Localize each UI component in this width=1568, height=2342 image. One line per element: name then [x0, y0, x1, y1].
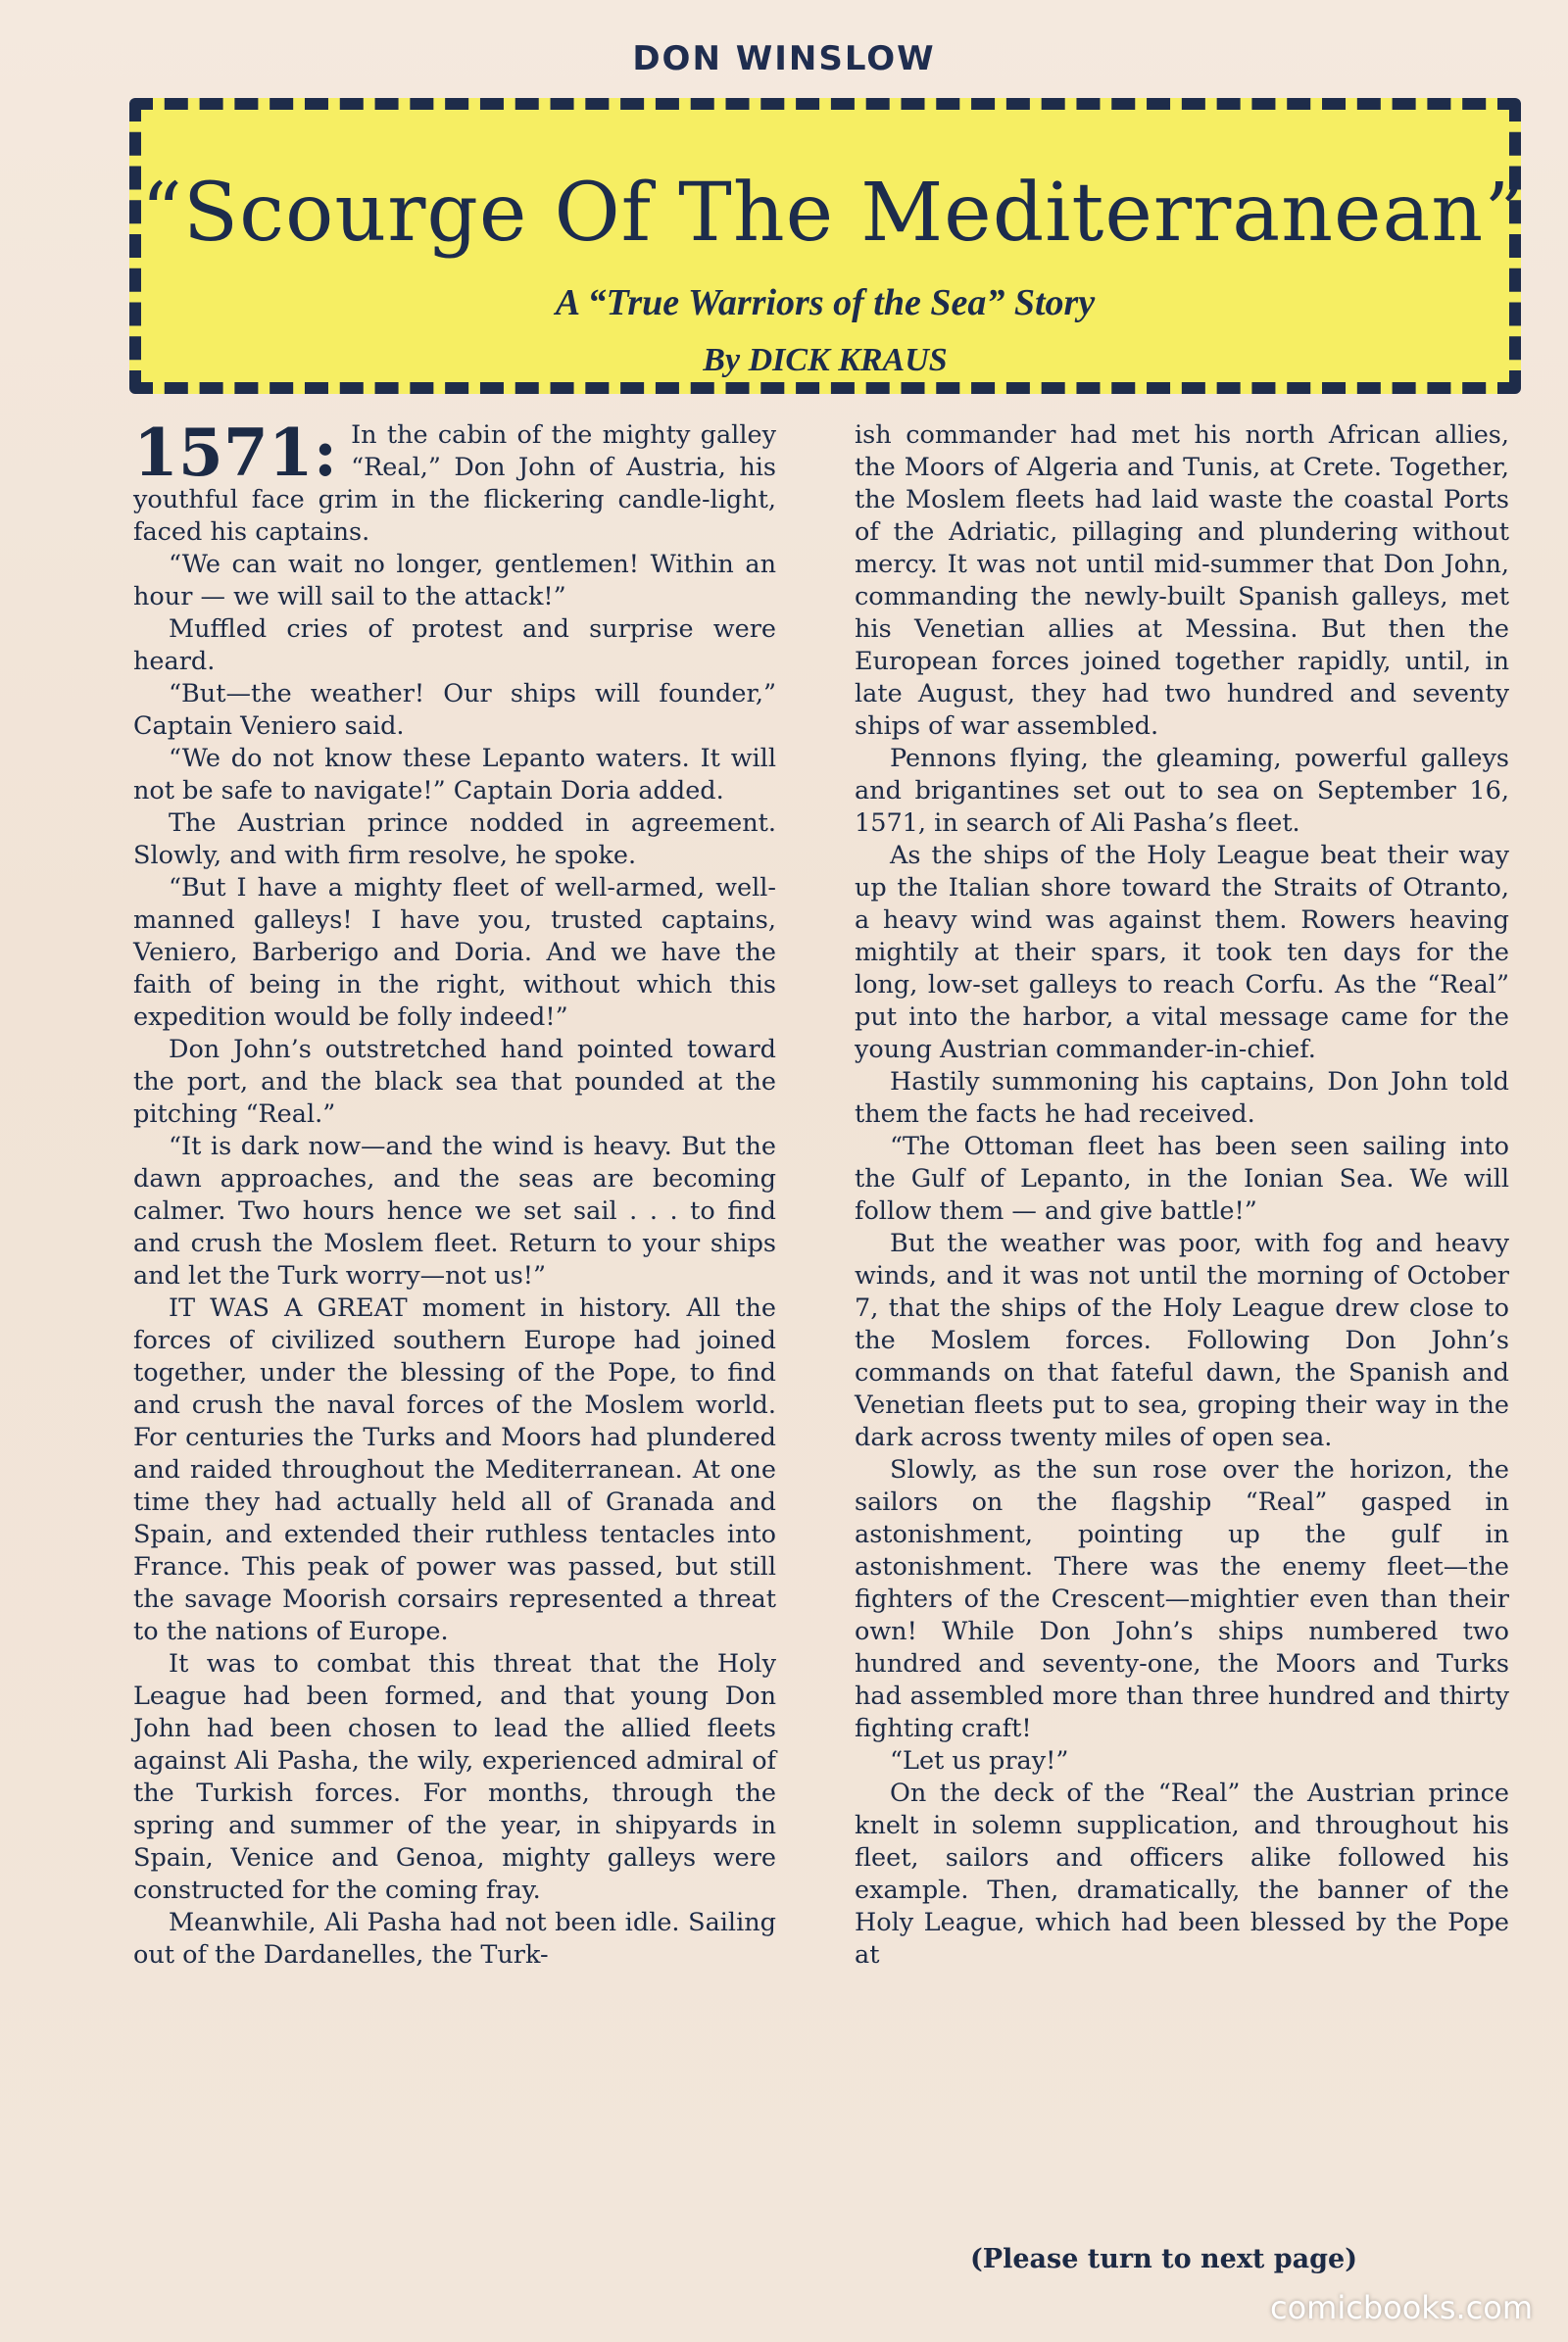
- site-watermark: comicbooks.com: [1269, 2289, 1533, 2326]
- paragraph: Muffled cries of protest and surprise were heard.: [133, 614, 776, 676]
- paragraph: “It is dark now—and the wind is heavy. But the dawn approaches, and the seas are becoming calmer. Two hours hence we set sail . . . to find and crush the Moslem fleet. Return to your ships and let the Turk worry—not us!”: [133, 1132, 776, 1291]
- paragraph: “Let us pray!”: [890, 1746, 1069, 1776]
- paragraph: Meanwhile, Ali Pasha had not been idle. Sailing out of the Dardanelles, the Turk-: [133, 1908, 776, 1970]
- left-column: [133, 415, 776, 1972]
- paragraph: Don John’s outstretched hand pointed toward the port, and the black sea that pounded at the pitching “Real.”: [133, 1035, 776, 1129]
- paragraph: It was to combat this threat that the Holy League had been formed, and that young Don John had been chosen to lead the allied fleets against Ali Pasha, the wily, experienced admiral of the Turkish forces. For months, through the spring and summer of the year, in shipyards in Spain, Venice and Genoa, mighty galleys were constructed for the coming fray.: [133, 1649, 776, 1905]
- story-subtitle: A “True Warriors of the Sea” Story: [555, 282, 1096, 323]
- title-box: [129, 98, 1527, 394]
- drop-cap-year: 1571:: [133, 415, 338, 491]
- paragraph: “We do not know these Lepanto waters. It will not be safe to navigate!” Captain Doria added.: [133, 744, 776, 805]
- paragraph-text: In the cabin of the mighty galley “Real,” Don John of Austria, his youthful face grim in the flickering candle-light, faced his captains.: [133, 420, 776, 547]
- story-byline: By DICK KRAUS: [703, 342, 948, 378]
- running-head: DON WINSLOW: [632, 39, 936, 78]
- paragraph: On the deck of the “Real” the Austrian prince knelt in solemn supplication, and throughout his fleet, sailors and officers alike followed his example. Then, dramatically, the banner of the Holy League, which had been blessed by the Pope at: [855, 1779, 1509, 1970]
- paragraph: As the ships of the Holy League beat their way up the Italian shore toward the Straits of Otranto, a heavy wind was against them. Rowers heaving mightily at their spars, it took ten days for the long, low-set galleys to reach Corfu. As the “Real” put into the harbor, a vital message came for the young Austrian commander-in-chief.: [855, 841, 1509, 1064]
- paragraph: But the weather was poor, with fog and heavy winds, and it was not until the morning of October 7, that the ships of the Holy League drew close to the Moslem forces. Following Don John’s commands on that fateful dawn, the Spanish and Venetian fleets put to sea, groping their way in the dark across twenty miles of open sea.: [855, 1229, 1509, 1452]
- paragraph: “But I have a mighty fleet of well-armed, well-manned galleys! I have you, trusted captains, Veniero, Barberigo and Doria. And we have the faith of being in the right, without which this expedition would be folly indeed!”: [133, 873, 776, 1032]
- continued-note: (Please turn to next page): [970, 2244, 1358, 2274]
- story-title: “Scourge Of The Mediterranean”: [141, 167, 1527, 260]
- paragraph: Pennons flying, the gleaming, powerful galleys and brigantines set out to sea on September 16, 1571, in search of Ali Pasha’s fleet.: [855, 744, 1509, 838]
- paragraph: “The Ottoman fleet has been seen sailing into the Gulf of Lepanto, in the Ionian Sea. We will follow them — and give battle!”: [855, 1132, 1509, 1226]
- paragraph: “We can wait no longer, gentlemen! Within an hour — we will sail to the attack!”: [133, 550, 776, 611]
- paragraph: [133, 415, 776, 549]
- paragraph: Slowly, as the sun rose over the horizon, the sailors on the flagship “Real” gasped in astonishment, pointing up the gulf in astonishment. There was the enemy fleet—the fighters of the Crescent—mightier even than their own! While Don John’s ships numbered two hundred and seventy-one, the Moors and Turks had assembled more than three hundred and thirty fighting craft!: [855, 1455, 1509, 1743]
- right-column: [855, 419, 1509, 1972]
- paragraph: IT WAS A GREAT moment in history. All the forces of civilized southern Europe had joined together, under the blessing of the Pope, to find and crush the naval forces of the Moslem world. For centuries the Turks and Moors had plundered and raided throughout the Mediterranean. At one time they had actually held all of Granada and Spain, and extended their ruthless tentacles into France. This peak of power was passed, but still the savage Moorish corsairs represented a threat to the nations of Europe.: [133, 1293, 776, 1646]
- paragraph: Hastily summoning his captains, Don John told them the facts he had received.: [855, 1067, 1509, 1129]
- paragraph: The Austrian prince nodded in agreement. Slowly, and with firm resolve, he spoke.: [133, 808, 776, 870]
- paragraph: “But—the weather! Our ships will founder,” Captain Veniero said.: [133, 679, 776, 741]
- paragraph: ish commander had met his north African allies, the Moors of Algeria and Tunis, at Crete. Together, the Moslem fleets had laid waste the coastal Ports of the Adriatic, pillaging and plundering without mercy. It was not until mid-summer that Don John, commanding the newly-built Spanish galleys, met his Venetian allies at Messina. But then the European forces joined together rapidly, until, in late August, they had two hundred and seventy ships of war assembled.: [855, 420, 1509, 741]
